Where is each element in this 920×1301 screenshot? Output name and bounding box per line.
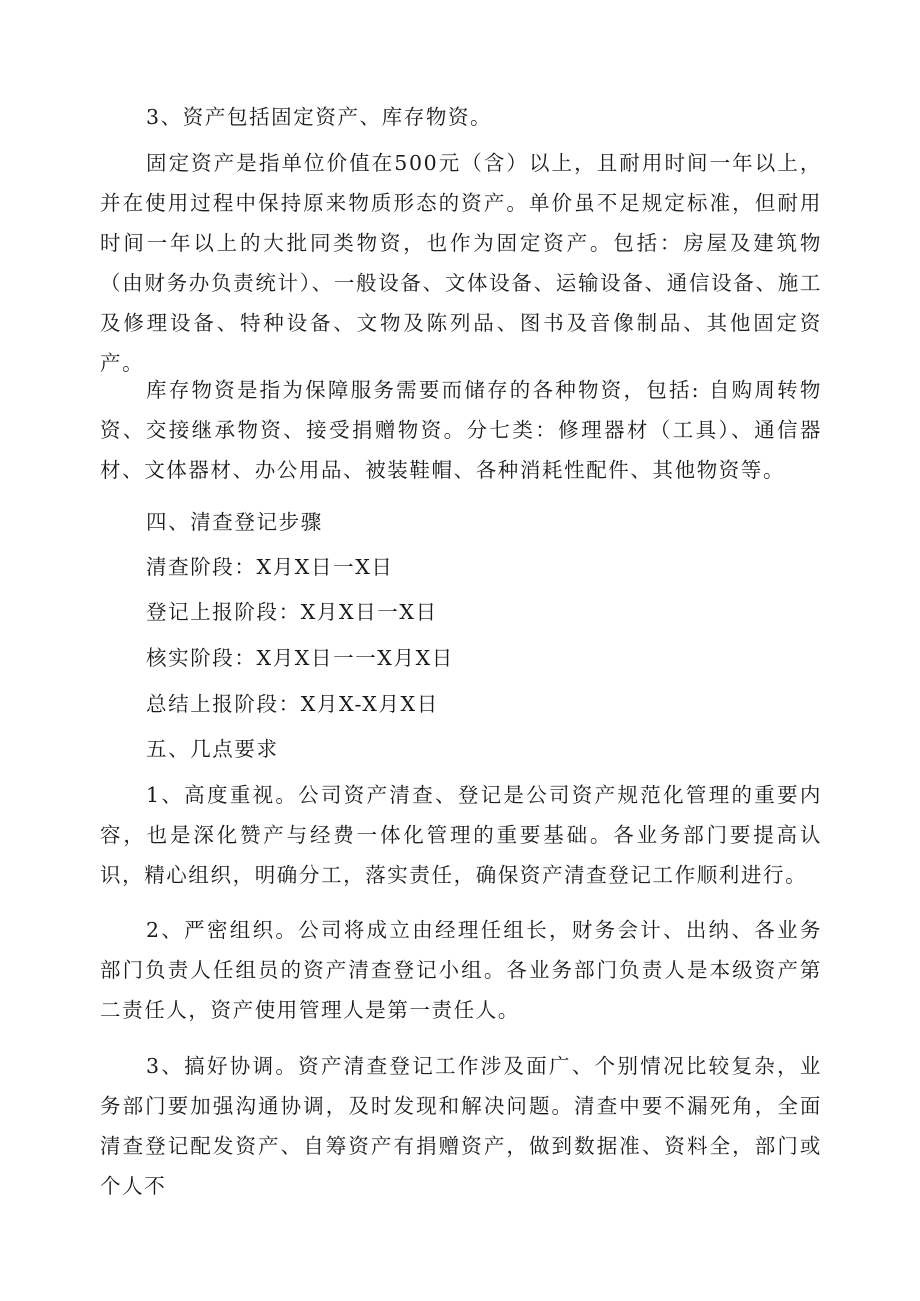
section-heading-requirements: 五、几点要求 — [146, 737, 279, 761]
paragraph-fixed-assets: 固定资产是指单位价值在500元（含）以上，且耐用时间一年以上，并在使用过程中保持原来物质形态的资产。单价虽不足规定标准，但耐用时间一年以上的大批同类物资，也作为固定资产。包括：房屋及建筑物（由财务办负责统计）、一般设备、文体设备、运输设备、通信设备、施工及修理设备、特种设备、文物及陈列品、图书及音像制品、其他固定资产。 — [100, 151, 822, 375]
paragraph-inventory: 库存物资是指为保障服务需要而储存的各种物资，包括: 自购周转物资、交接继承物资、接受捐赠物资。分七类：修理器材（工具）、通信器材、文体器材、办公用品、被装鞋帽、各种消耗性配件、其他物资等。 — [100, 378, 822, 482]
step-item: 登记上报阶段：X月X日一X日 — [146, 600, 438, 624]
requirement-2: 2、严密组织。公司将成立由经理任组长，财务会计、出纳、各业务部门负责人任组员的资产清查登记小组。各业务部门负责人是本级资产第二责任人，资产使用管理人是第一责任人。 — [100, 918, 822, 1022]
section-heading-steps: 四、清查登记步骤 — [146, 510, 323, 534]
requirement-3: 3、搞好协调。资产清查登记工作涉及面广、个别情况比较复杂，业务部门要加强沟通协调，及时发现和解决问题。清查中要不漏死角，全面清查登记配发资产、自筹资产有捐赠资产，做到数据准、资料全，部门或个人不 — [100, 1054, 822, 1198]
step-item: 清查阶段：X月X日一X日 — [146, 555, 394, 579]
requirement-1: 1、高度重视。公司资产清查、登记是公司资产规范化管理的重要内容，也是深化赞产与经费一体化管理的重要基础。各业务部门要提高认识，精心组织，明确分工，落实责任，确保资产清查登记工作顺利进行。 — [100, 783, 822, 887]
step-item: 核实阶段：X月X日一一X月X日 — [146, 646, 454, 670]
paragraph-assets-scope: 3、资产包括固定资产、库存物资。 — [146, 105, 493, 129]
step-item: 总结上报阶段：X月X-X月X日 — [146, 692, 439, 716]
